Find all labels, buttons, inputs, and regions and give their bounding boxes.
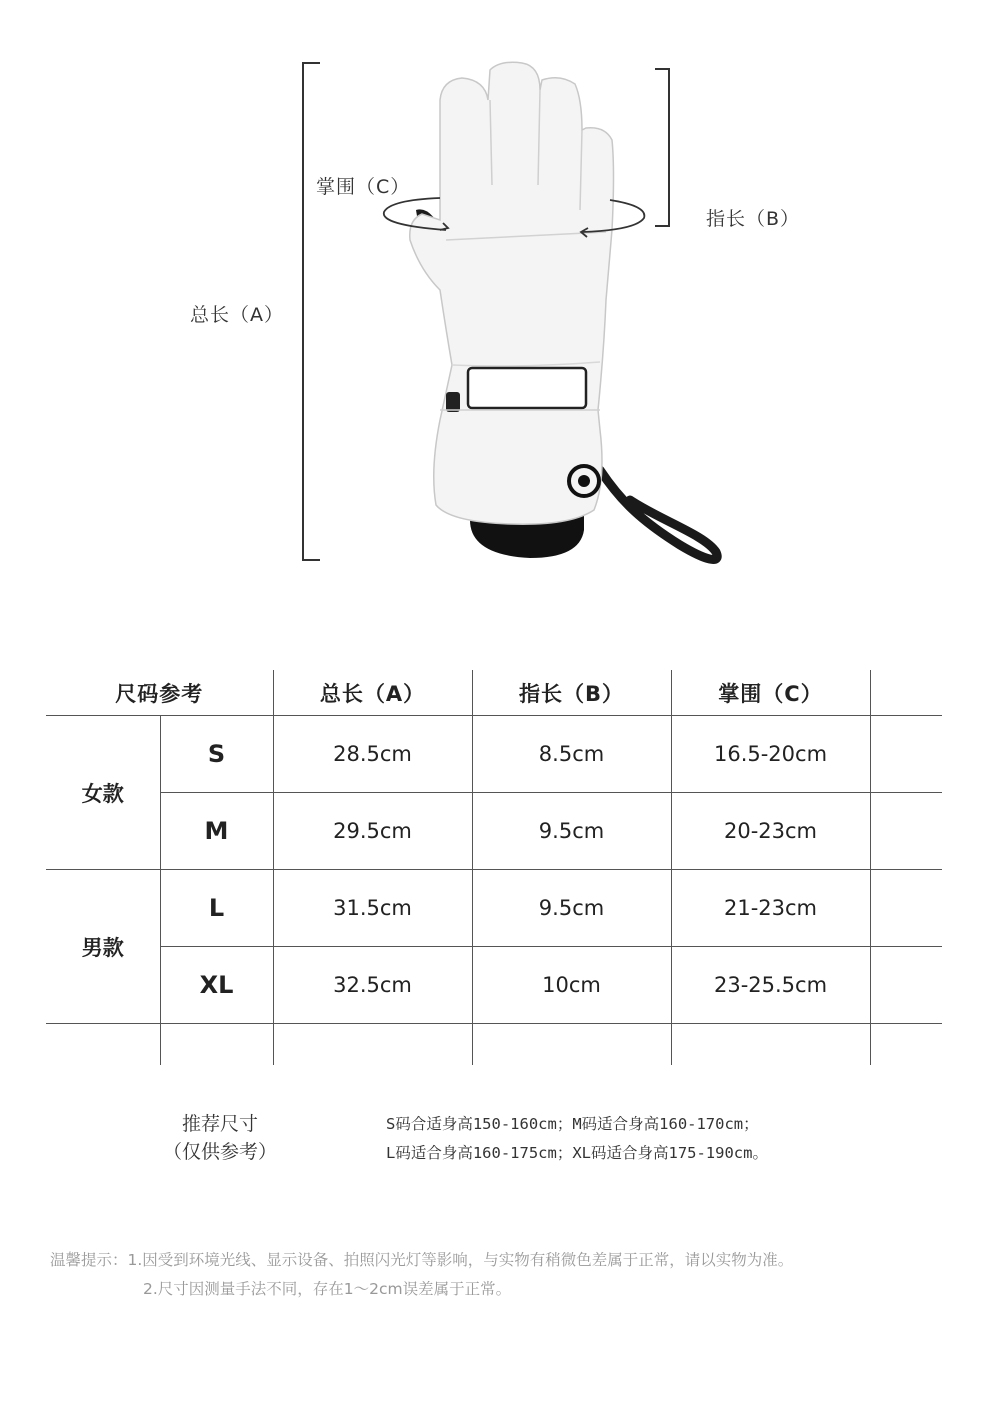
size-cell: S (160, 716, 273, 793)
tips (50, 1246, 793, 1304)
total-length-cell: 32.5cm (273, 947, 472, 1024)
header-empty (870, 670, 942, 716)
size-cell: M (160, 793, 273, 870)
wrist-strap (468, 368, 586, 408)
header-total-length: 总长（A） (273, 670, 472, 716)
total-length-cell: 31.5cm (273, 870, 472, 947)
recommend-line1: S码合适身高150-160cm；M码适合身高160-170cm； (386, 1115, 759, 1133)
finger-length-cell: 8.5cm (472, 716, 671, 793)
table-row (46, 793, 942, 870)
recommend-title-line1: 推荐尺寸 (181, 1113, 258, 1135)
table-empty-row (46, 1024, 942, 1066)
length-a-bracket (303, 63, 320, 560)
recommend-line2: L码适合身高160-175cm；XL码适合身高175-190cm。 (386, 1144, 768, 1162)
header-finger-length: 指长（B） (472, 670, 671, 716)
total-length-cell: 29.5cm (273, 793, 472, 870)
table-row (46, 716, 942, 793)
size-chart-table (46, 670, 942, 1065)
recommend-text (386, 1110, 768, 1168)
finger-length-cell: 9.5cm (472, 793, 671, 870)
table-row (46, 947, 942, 1024)
finger-length-cell: 10cm (472, 947, 671, 1024)
glove-illustration (0, 0, 990, 600)
size-cell: XL (160, 947, 273, 1024)
finger-length-cell: 9.5cm (472, 870, 671, 947)
length-b-bracket (655, 69, 669, 226)
table-row (46, 870, 942, 947)
palm-cell: 20-23cm (671, 793, 870, 870)
group-men: 男款 (46, 870, 160, 1024)
recommend-title-line2: （仅供参考） (162, 1141, 277, 1163)
label-finger-length-b: 指长（B） (706, 208, 801, 230)
palm-cell: 21-23cm (671, 870, 870, 947)
palm-cell: 16.5-20cm (671, 716, 870, 793)
palm-cell: 23-25.5cm (671, 947, 870, 1024)
glove-diagram (0, 0, 990, 600)
table-header-row (46, 670, 942, 716)
label-total-length-a: 总长（A） (190, 304, 284, 326)
total-length-cell: 28.5cm (273, 716, 472, 793)
label-circumference-c: 掌围（C） (316, 176, 411, 198)
group-women: 女款 (46, 716, 160, 870)
lanyard (600, 470, 717, 559)
glove-shape (410, 62, 614, 524)
tip-line2: 2.尺寸因测量手法不同，存在1～2cm误差属于正常。 (143, 1280, 512, 1298)
tip-line1: 温馨提示：1.因受到环境光线、显示设备、拍照闪光灯等影响，与实物有稍微色差属于正常，请以实物为准。 (50, 1251, 794, 1269)
recommend-title (120, 1110, 320, 1166)
size-cell: L (160, 870, 273, 947)
header-palm-circumference: 掌围（C） (671, 670, 870, 716)
header-size-ref: 尺码参考 (46, 670, 273, 716)
